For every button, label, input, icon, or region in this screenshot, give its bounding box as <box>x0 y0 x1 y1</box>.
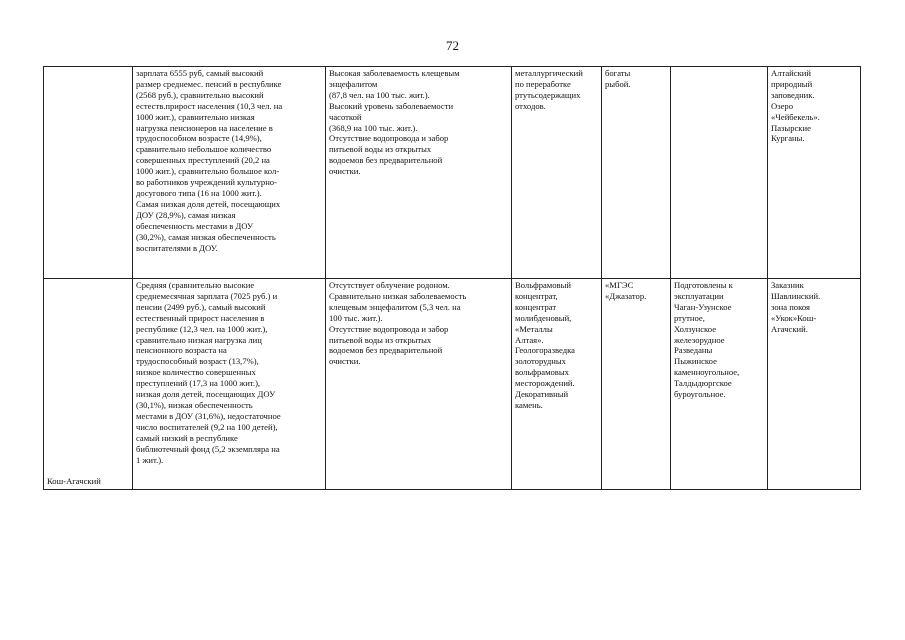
district-cell <box>44 67 133 279</box>
table-row <box>44 67 861 279</box>
industry-cell: металлургический по переработке ртутьсодержащих отходов. <box>512 67 602 279</box>
protected-areas-cell: Алтайский природный заповедник. Озеро «Чейбекель». Пазырские Курганы. <box>768 67 861 279</box>
water-resources-cell: «МГЭС «Джазатор. <box>602 279 671 490</box>
water-resources-cell: богаты рыбой. <box>602 67 671 279</box>
ecology-cell: Отсутствует облучение родоном. Сравнительно низкая заболеваемость клещевым энцефалитом (5,3 чел. на 100 тыс. жит.). Отсутствие водопровода и забор питьевой воды из открытых водоемов без предварительной очистки. <box>326 279 512 490</box>
regional-table <box>43 66 861 490</box>
district-cell: Кош-Агачский <box>44 279 133 490</box>
social-indicators-cell: Средняя (сравнительно высокие среднемесячная зарплата (7025 руб.) и пенсии (2499 руб.), самый высокий естественный прирост населения в республике (12,3 чел. на 1000 жит.), сравнительно низкая нагрузка лиц пенсионного возраста на трудоспособный возраст (13,7%), низкое количество совершенных преступлений (17,3 на 1000 жит.), низкая доля детей, посещающих ДОУ (30,1%), низкая обеспеченность местами в ДОУ (31,6%), недостаточное число воспитателей (9,2 на 100 детей), самый низкий в республике библиотечный фонд (5,2 экземпляра на 1 жит.). <box>133 279 326 490</box>
industry-cell: Вольфрамовый концентрат, концентрат молибденовый, «Металлы Алтая». Геологоразведка золоторудных вольфрамовых месторождений. Декоративный камень. <box>512 279 602 490</box>
table-row <box>44 279 861 490</box>
ecology-cell: Высокая заболеваемость клещевым энцефалитом (87,8 чел. на 100 тыс. жит.). Высокий уровень заболеваемости часоткой (368,9 на 100 тыс. жит.). Отсутствие водопровода и забор питьевой воды из открытых водоемов без предварительной очистки. <box>326 67 512 279</box>
social-indicators-cell: зарплата 6555 руб, самый высокий размер среднемес. пенсий в республике (2568 руб.), сравнительно высокий естеств.прирост населения (10,3 чел. на 1000 жит.), сравнительно низкая нагрузка пенсионеров на население в трудоспособном возрасте (14,9%), сравнительно небольшое количество совершенных преступлений (20,2 на 1000 жит.), сравнительно большое кол- во работников учреждений культурно- досугового типа (16 на 1000 жит.). Самая низкая доля детей, посещающих ДОУ (28,9%), самая низкая обеспеченность местами в ДОУ (30,2%), самая низкая обеспеченность воспитателями в ДОУ. <box>133 67 326 279</box>
deposits-cell <box>671 67 768 279</box>
page-number: 72 <box>446 38 459 53</box>
deposits-cell: Подготовлены к эксплуатации Чаган-Узунское ртутное, Холзунское железорудное Разведаны Пыжинское каменноугольное, Талдыдюргское буроугольное. <box>671 279 768 490</box>
protected-areas-cell: Заказник Шавлинский. зона покоя «Укок»Кош- Агачский. <box>768 279 861 490</box>
